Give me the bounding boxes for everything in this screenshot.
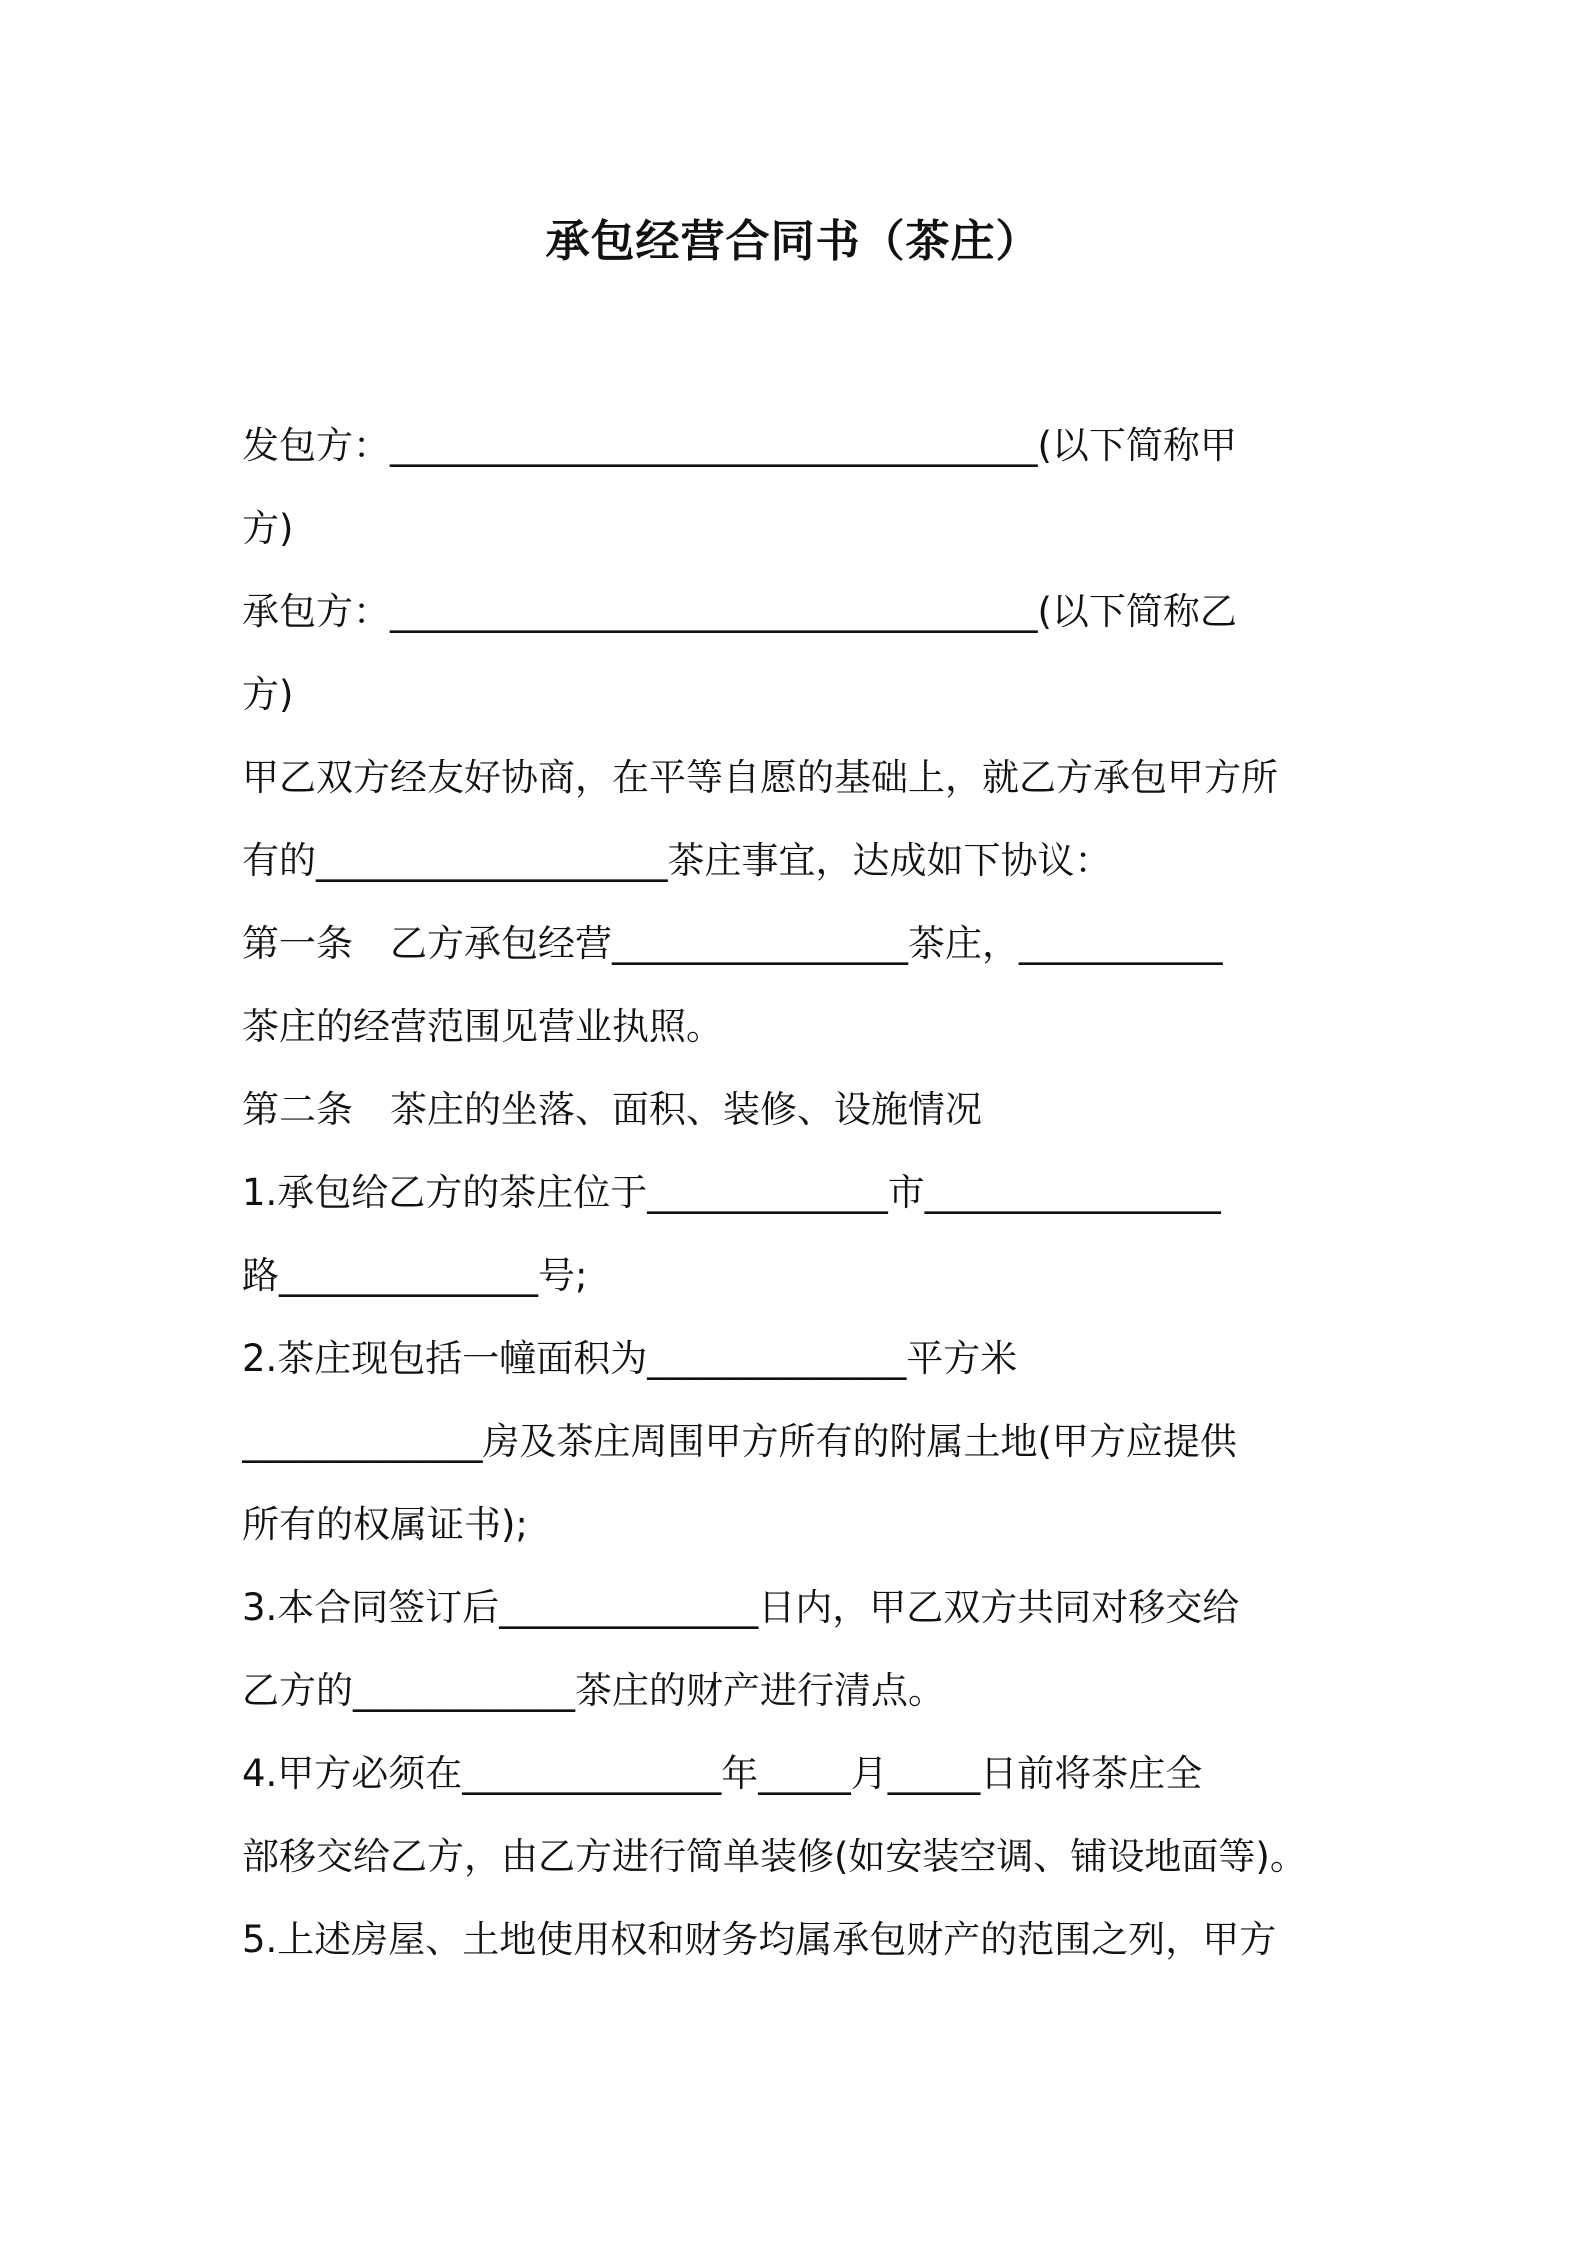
line-item-3-cont: 乙方的____________茶庄的财产进行清点。 — [242, 1669, 945, 1712]
line-article-2: 第二条 茶庄的坐落、面积、装修、设施情况 — [242, 1088, 982, 1131]
line-item-1-cont: 路______________号; — [242, 1254, 588, 1297]
line-preamble-cont: 有的___________________茶庄事宜，达成如下协议： — [242, 839, 1112, 882]
document-body — [242, 404, 1348, 1981]
line-item-2: 2.茶庄现包括一幢面积为______________平方米 — [242, 1337, 1018, 1380]
line-article-1-cont: 茶庄的经营范围见营业执照。 — [242, 1005, 723, 1048]
line-contractor-a-cont: 方) — [242, 507, 294, 550]
line-preamble: 甲乙双方经友好协商，在平等自愿的基础上，就乙方承包甲方所 — [242, 756, 1278, 799]
line-item-2-cont: _____________房及茶庄周围甲方所有的附属土地(甲方应提供 — [242, 1420, 1237, 1463]
line-item-1: 1.承包给乙方的茶庄位于_____________市________________ — [242, 1171, 1221, 1214]
line-item-5: 5.上述房屋、土地使用权和财务均属承包财产的范围之列，甲方 — [242, 1918, 1277, 1961]
line-article-1: 第一条 乙方承包经营________________茶庄，___________ — [242, 922, 1223, 965]
line-item-4: 4.甲方必须在______________年_____月_____日前将茶庄全 — [242, 1752, 1203, 1795]
line-contractor-b-cont: 方) — [242, 673, 294, 716]
line-item-2-cont-2: 所有的权属证书); — [242, 1503, 528, 1546]
line-contractor-a: 发包方：___________________________________(以下简称甲 — [242, 424, 1237, 467]
line-item-3: 3.本合同签订后______________日内，甲乙双方共同对移交给 — [242, 1586, 1240, 1629]
line-contractor-b: 承包方：___________________________________(以下简称乙 — [242, 590, 1237, 633]
line-item-4-cont: 部移交给乙方，由乙方进行简单装修(如安装空调、铺设地面等)。 — [242, 1835, 1307, 1878]
document-title: 承包经营合同书（茶庄） — [545, 216, 1041, 267]
